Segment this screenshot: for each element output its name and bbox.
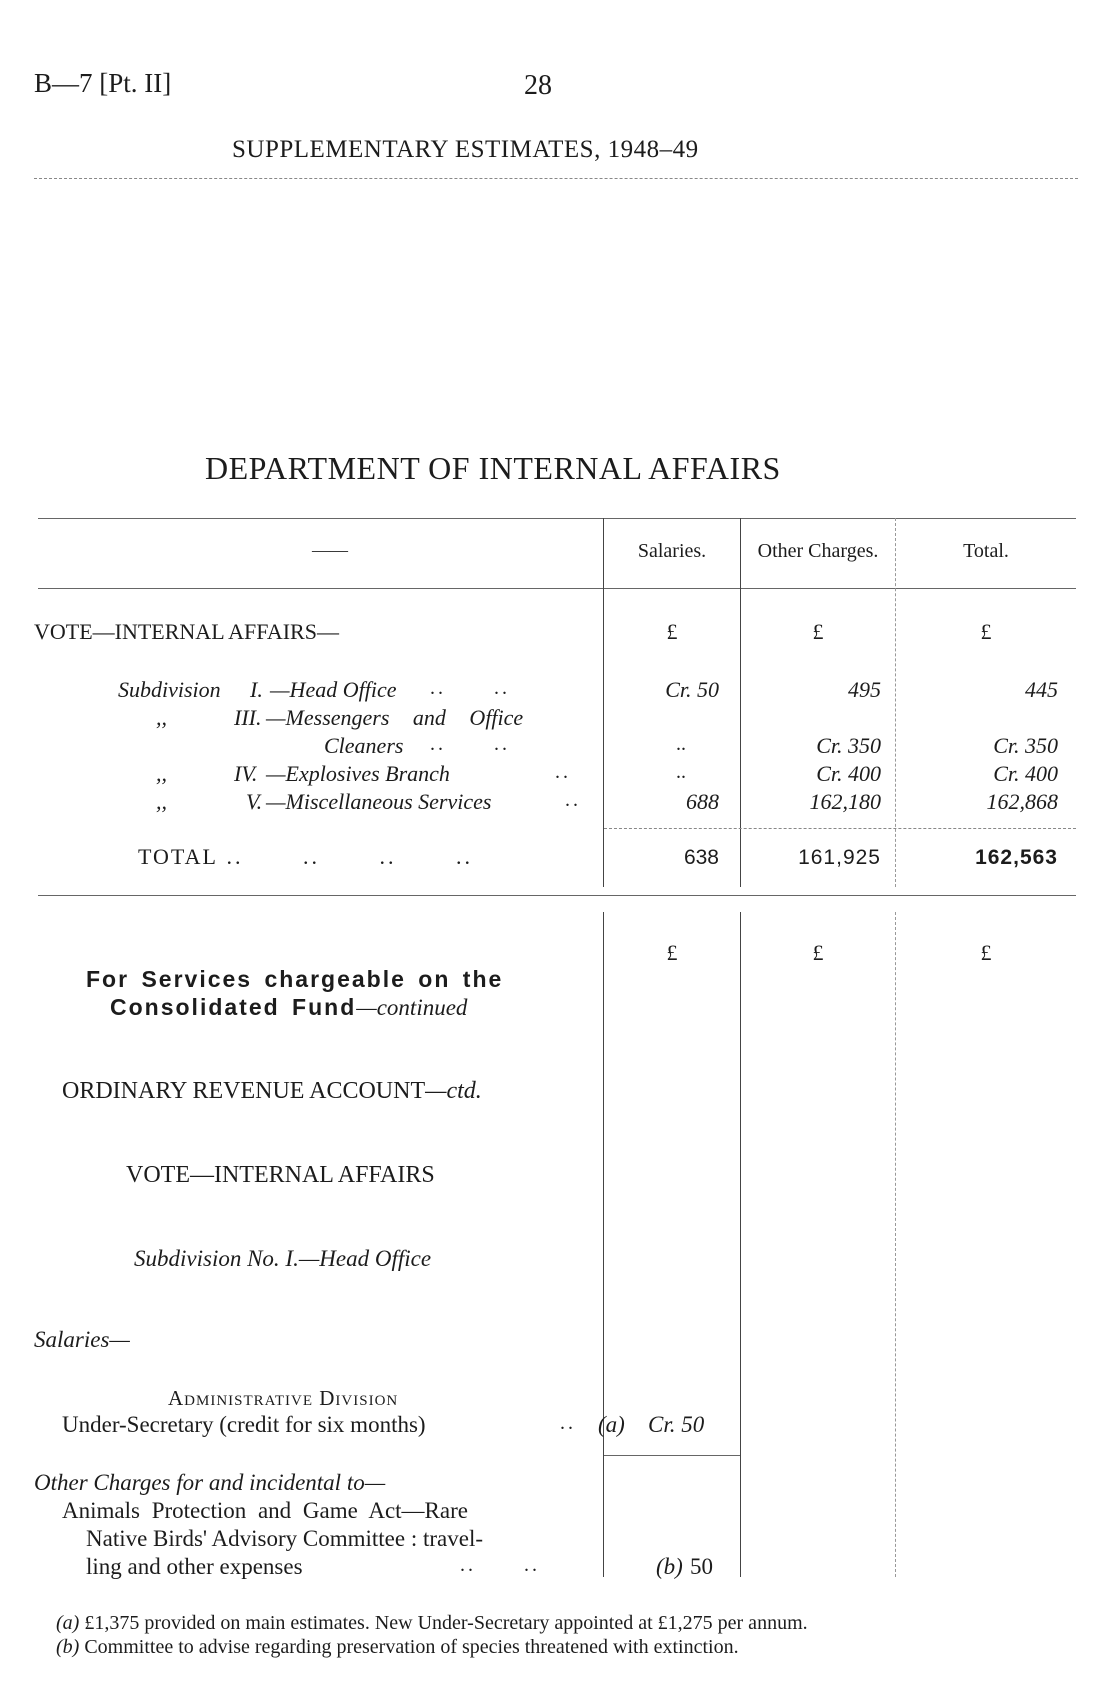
row-prefix: ,, [156, 789, 167, 814]
column-header-salaries: Salaries. [637, 540, 707, 562]
cell-other: Cr. 350 [816, 733, 881, 758]
column-header-other-charges: Other Charges. [757, 540, 879, 562]
header-rule [34, 178, 1078, 179]
page-title: SUPPLEMENTARY ESTIMATES, 1948–49 [232, 136, 699, 163]
subdivision-title: Subdivision No. I.—Head Office [134, 1246, 432, 1271]
total-label-text: TOTAL [138, 844, 218, 869]
leader-dots: .. [555, 761, 571, 783]
column-header-total: Total. [963, 540, 1009, 562]
cell-other: 495 [848, 677, 881, 702]
cell-salaries: .. [676, 733, 686, 755]
cell-total: Cr. 350 [993, 733, 1058, 758]
total-salaries: 638 [683, 846, 719, 869]
detail-column-divider-1 [603, 912, 604, 1577]
page-reference: B—7 [Pt. II] [34, 68, 172, 98]
footnote-ref: (b) [56, 1636, 80, 1658]
cell-salaries: Cr. 50 [665, 677, 719, 702]
currency-other: £ [812, 619, 824, 644]
leader-dots: .. .. [430, 733, 510, 755]
cell-total: 445 [1025, 677, 1058, 702]
salaries-heading: Salaries— [34, 1327, 130, 1352]
footnote [56, 1612, 808, 1635]
footnote-text: £1,375 provided on main estimates. New Under-Secretary appointed at £1,275 per annum. [84, 1612, 808, 1634]
cell-salaries: .. [676, 761, 686, 783]
currency-total: £ [980, 619, 992, 644]
services-continued: —continued [356, 995, 468, 1020]
page-number: 28 [524, 70, 552, 101]
other-charges-amount: 50 [690, 1554, 713, 1579]
table-header-rule [38, 588, 1076, 589]
services-heading-line2 [110, 994, 467, 1021]
cell-other: 162,180 [809, 789, 881, 814]
leader-dots: .. .. [430, 677, 510, 699]
footnote [56, 1636, 739, 1659]
currency-other: £ [812, 940, 824, 965]
detail-column-divider-3 [895, 912, 896, 1577]
other-charges-heading: Other Charges for and incidental to— [34, 1470, 386, 1495]
services-heading: For Services chargeable on the [86, 966, 504, 992]
leader-dots: .. [560, 1412, 576, 1434]
other-charges-line: ling and other expenses [86, 1554, 303, 1579]
department-heading: DEPARTMENT OF INTERNAL AFFAIRS [205, 450, 781, 486]
total-other: 161,925 [798, 846, 881, 869]
footnote-text: Committee to advise regarding preservation of species threatened with extinction. [84, 1636, 739, 1658]
row-numeral: IV. [234, 761, 258, 786]
row-prefix: ,, [156, 761, 167, 786]
currency-total: £ [980, 940, 992, 965]
vote-title: VOTE—INTERNAL AFFAIRS [126, 1162, 435, 1188]
note-ref-a: (a) [598, 1412, 625, 1437]
salary-item: Under-Secretary (credit for six months) [62, 1412, 426, 1437]
cell-total: Cr. 400 [993, 761, 1058, 786]
row-label: —Messengers and Office [266, 705, 524, 730]
row-prefix: ,, [156, 705, 167, 730]
account-main: ORDINARY REVENUE ACCOUNT [62, 1078, 426, 1104]
row-numeral: III. [234, 705, 262, 730]
cell-total: 162,868 [986, 789, 1058, 814]
row-label: —Miscellaneous Services [266, 789, 492, 814]
account-suffix: —ctd. [425, 1078, 482, 1104]
row-numeral: V. [246, 789, 263, 814]
services-fund: Consolidated Fund [110, 994, 357, 1020]
detail-column-divider-2 [740, 912, 741, 1577]
column-header-blank: —— [312, 540, 348, 560]
row-label: —Explosives Branch [266, 761, 450, 786]
row-prefix: Subdivision [118, 677, 221, 702]
total-total: 162,563 [975, 846, 1058, 869]
cell-salaries: 688 [686, 789, 719, 814]
footnote-ref: (a) [56, 1612, 80, 1634]
division-heading: Administrative Division [168, 1386, 399, 1410]
leader-dots: .. .. .. .. [217, 844, 473, 869]
currency-salaries: £ [666, 619, 678, 644]
leader-dots: .. .. [460, 1554, 540, 1576]
table-bottom-rule [38, 895, 1076, 896]
row-label-continued: Cleaners [324, 733, 404, 758]
subtotal-rule [604, 828, 1076, 829]
vote-heading: VOTE—INTERNAL AFFAIRS— [34, 619, 339, 644]
cell-other: Cr. 400 [816, 761, 881, 786]
currency-salaries: £ [666, 940, 678, 965]
row-label: —Head Office [270, 677, 397, 702]
note-ref-b: (b) [656, 1554, 683, 1579]
total-label [138, 844, 473, 870]
leader-dots: .. [565, 789, 581, 811]
table-top-rule [38, 518, 1076, 519]
salary-subtotal-rule [604, 1455, 740, 1456]
other-charges-line: Native Birds' Advisory Committee : travel- [86, 1526, 483, 1551]
other-charges-line: Animals Protection and Game Act—Rare [62, 1498, 468, 1523]
account-heading [62, 1078, 482, 1105]
salary-amount: Cr. 50 [648, 1412, 705, 1437]
row-numeral: I. [250, 677, 263, 702]
